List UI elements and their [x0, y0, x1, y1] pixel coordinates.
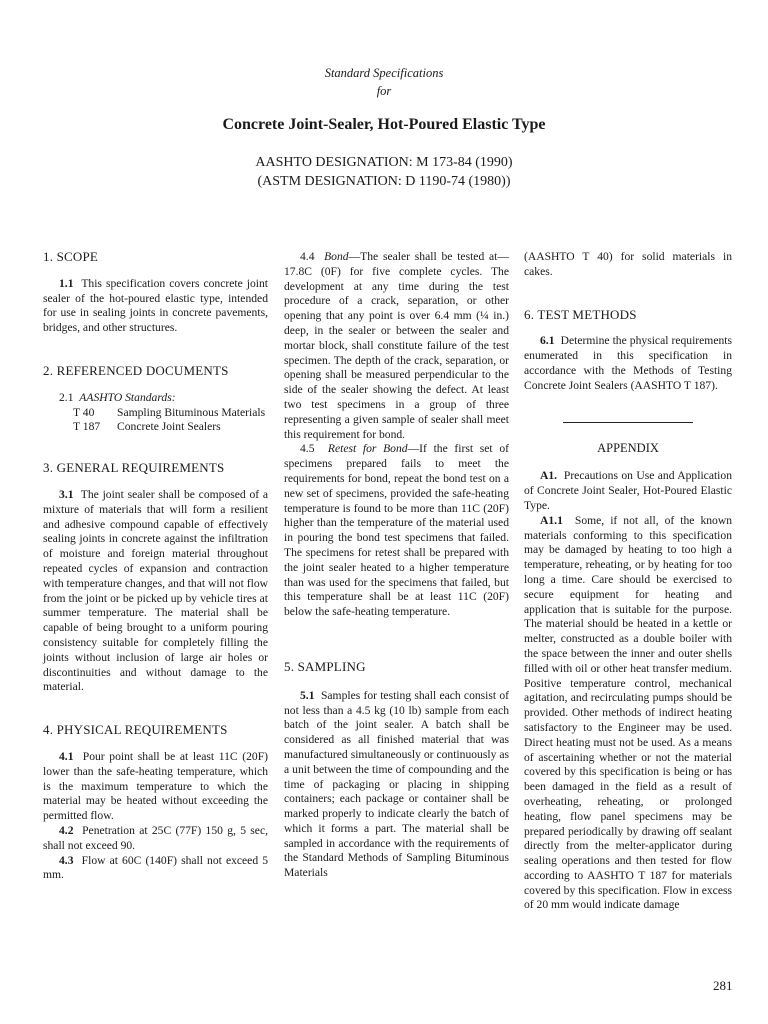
section-scope-heading: 1. SCOPE [43, 249, 99, 264]
physical-4-5: 4.5 Retest for Bond—If the first set of specimens prepared fails to meet the requirements for bond, repeat the bond test on a new set of specimens, provided the safe-heating temperature is found to be more than 11C (20F) higher than the temperature of the material used in pouring the bond test specimens that failed. The specimens for retest shall be prepared with the joint sealer heated to a higher temperature than was used for the specimens that failed, but this temperature shall be at least 11C (20F) below the safe-heating temperature. [284, 442, 509, 619]
document-title: Concrete Joint-Sealer, Hot-Poured Elastic Type [222, 116, 546, 133]
subtitle-text: Standard Specifications [324, 66, 444, 80]
physical-4-1: 4.1 Pour point shall be at least 11C (20F) lower than the safe-heating temperature, which is the maximum temperature to which the material may be heated without exceeding the permitted flow. [43, 749, 269, 823]
column-right [524, 250, 732, 913]
physical-4-3: 4.3 Flow at 60C (140F) shall not exceed 5 mm. [43, 853, 269, 882]
standard-item: T 187 Concrete Joint Sealers [73, 420, 221, 434]
standards-list [73, 406, 268, 436]
section-refdocs-heading: 2. REFERENCED DOCUMENTS [43, 362, 229, 378]
section-general-heading: 3. GENERAL REQUIREMENTS [43, 460, 225, 476]
appendix-a1-1: A1.1 Some, if not all, of the known materials conforming to this specification may be damaged by heating to too high a temperature, reheating, or by heating for too long a time. Care should be exercised to secure equipment for heating and application that is suitable for the purpose. The material should be heated in a kettle or melter, constructed as a double boiler with the space between the inner and outer shells filled with oil or other heat transfer medium. Positive temperature control, mechanical agitation, and recirculating pumps should be provided. Other methods of indirect heating satisfactory to the Engineer may be used. Direct heating must not be used. As a means of ascertaining whether or not the material covered by this specification is being or has been damaged in the field as a result of overheating, reheating, or prolonged heating, flow panel specimens may be prepared periodically by drawing off sealant directly from the melter-applicator during sealing operations and then tested for flow according to AASHTO T 187 for materials covered by this specification. Flow in excess of 20 mm would indicate damage [524, 513, 732, 912]
general-paragraph: 3.1 The joint sealer shall be composed of a mixture of materials that will form a resilient and adhesive compound capable of effectively sealing joints in concrete against the infiltration of moisture and foreign material throughout repeated cycles of expansion and contraction with temperature changes, and that will not flow from the joint or be picked up by vehicle tires at summer temperature. The material shall be capable of being brought to a uniform pouring consistency suitable for completely filling the joints without inclusion of large air holes or discontinuities and without damage to the material. [43, 487, 268, 694]
for-text: for [376, 84, 392, 98]
page-number: 281 [713, 978, 733, 993]
designation-block [0, 153, 768, 191]
refdocs-block: 2.1 AASHTO Standards: T 40 Sampling Bituminous Materials T 187 Concrete Joint Sealers [59, 391, 268, 435]
section-physical-heading: 4. PHYSICAL REQUIREMENTS [43, 722, 228, 738]
physical-4-4: 4.4 Bond—The sealer shall be tested at—17.8C (0F) for five complete cycles. The development at any time during the test procedure of a crack, separation, or other opening that any point is over 6.4 mm (¼ in.) deep, in the sealer or between the sealer and mortar block, shall constitute failure of the test specimen. The depth of the crack, separation, or opening shall be measured perpendicular to the side of the sealer showing the defect. At least two test specimens in a group of three representing a given sample of sealer shall meet this requirement for bond. [284, 250, 509, 441]
appendix-divider [563, 422, 693, 423]
tests-paragraph: 6.1 Determine the physical requirements enumerated in this specification in accordance with the Methods of Testing Concrete Joint Sealers (AASHTO T 187). [524, 334, 733, 392]
sampling-paragraph: 5.1 Samples for testing shall each consist of not less than a 4.5 kg (10 lb) sample from each batch of the joint sealer. A batch shall be considered as all finished material that was manufactured simultaneously or continuously as a unit between the time of compounding and the time of packaging or placing in shipping containers; each package or container shall be marked properly to indicate clearly the batch of which it forms a part. The material shall be sampled in accordance with the requirements of the Standard Methods of Sampling Bituminous Materials [284, 688, 510, 880]
scope-paragraph: 1.1 This specification covers concrete joint sealer of the hot-poured elastic type, intended for use in sealing joints in concrete pavements, bridges, and other structures. [43, 276, 268, 335]
physical-4-2: 4.2 Penetration at 25C (77F) 150 g, 5 sec, shall not exceed 90. [43, 823, 268, 852]
sampling-continuation: (AASHTO T 40) for solid materials in cakes. [524, 250, 732, 278]
standard-item: T 40 Sampling Bituminous Materials [73, 405, 266, 419]
section-tests-heading: 6. TEST METHODS [524, 306, 637, 322]
section-sampling-heading: 5. SAMPLING [284, 658, 366, 674]
aashto-designation: AASHTO DESIGNATION: M 173-84 (1990) [255, 155, 513, 170]
column-middle [284, 250, 509, 881]
appendix-heading: APPENDIX [597, 440, 659, 455]
astm-designation: (ASTM DESIGNATION: D 1190-74 (1980)) [257, 174, 511, 189]
appendix-a1: A1. Precautions on Use and Application of Concrete Joint Sealer, Hot-Poured Elastic Type. [524, 469, 732, 512]
header-subtitle [0, 64, 768, 100]
column-left [43, 250, 268, 883]
